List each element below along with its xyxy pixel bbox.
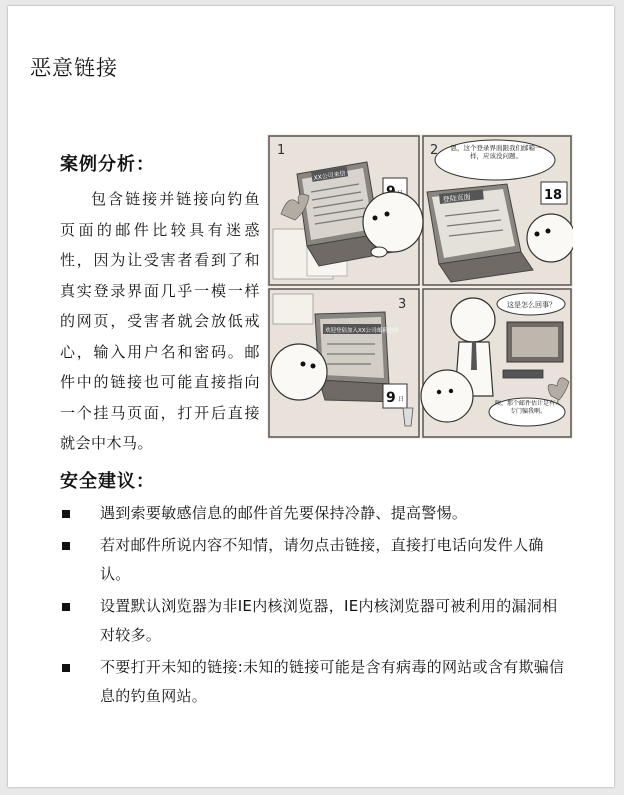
list-item-text: 遇到索要敏感信息的邮件首先要保持冷静、提高警惕。 <box>100 504 468 522</box>
square-bullet-icon <box>62 510 70 518</box>
list-item <box>60 531 570 589</box>
security-advice-list <box>60 499 570 714</box>
list-item <box>60 592 570 650</box>
document-page <box>8 6 614 787</box>
security-advice-heading: 安全建议： <box>60 471 155 492</box>
list-item <box>60 653 570 711</box>
login-page-title: 登陆页面 <box>442 193 472 204</box>
list-item-text: 设置默认浏览器为非IE内核浏览器，IE内核浏览器可被利用的漏洞相对较多。 <box>100 597 558 644</box>
comic-illustration <box>267 134 573 439</box>
case-analysis-text: 包含链接并链接向钓鱼页面的邮件比较具有迷惑性，因为让受害者看到了和真实登录界面几乎一模一样的网页，受害者就会放低戒心，输入用户名和密码。邮件中的链接也可能直接指向一个挂马页面，打开后直接就会中木马。 <box>60 190 260 452</box>
speech-bubble-text: 恩，这个登录界面跟我们邮箱一样，应该没问题。 <box>450 144 542 160</box>
speech-bubble-text: 这是怎么回事？ <box>507 301 556 309</box>
screen-text: 欢迎登陆加入XX公司邮箱向你 <box>325 328 399 334</box>
panel-number: 3 <box>398 297 407 312</box>
case-analysis-heading: 案例分析： <box>60 154 155 175</box>
email-header-text: XX公司来信 <box>313 170 347 182</box>
list-item-text: 不要打开未知的链接:未知的链接可能是含有病毒的网站或含有欺骗信息的钓鱼网站。 <box>100 658 565 705</box>
document-title: 恶意链接 <box>30 56 118 80</box>
calendar-day: 18 <box>544 188 563 203</box>
speech-bubble-text: 唉，那个邮件估计是有人专门骗我啊。 <box>494 400 561 415</box>
panel-number: 2 <box>430 143 439 158</box>
square-bullet-icon <box>62 603 70 611</box>
square-bullet-icon <box>62 542 70 550</box>
square-bullet-icon <box>62 664 70 672</box>
calendar-suffix: 日 <box>398 396 405 403</box>
list-item-text: 若对邮件所说内容不知情，请勿点击链接，直接打电话向发件人确认。 <box>100 536 544 583</box>
panel-number: 1 <box>277 143 286 158</box>
list-item <box>60 499 570 528</box>
calendar-day: 9 <box>386 390 396 406</box>
